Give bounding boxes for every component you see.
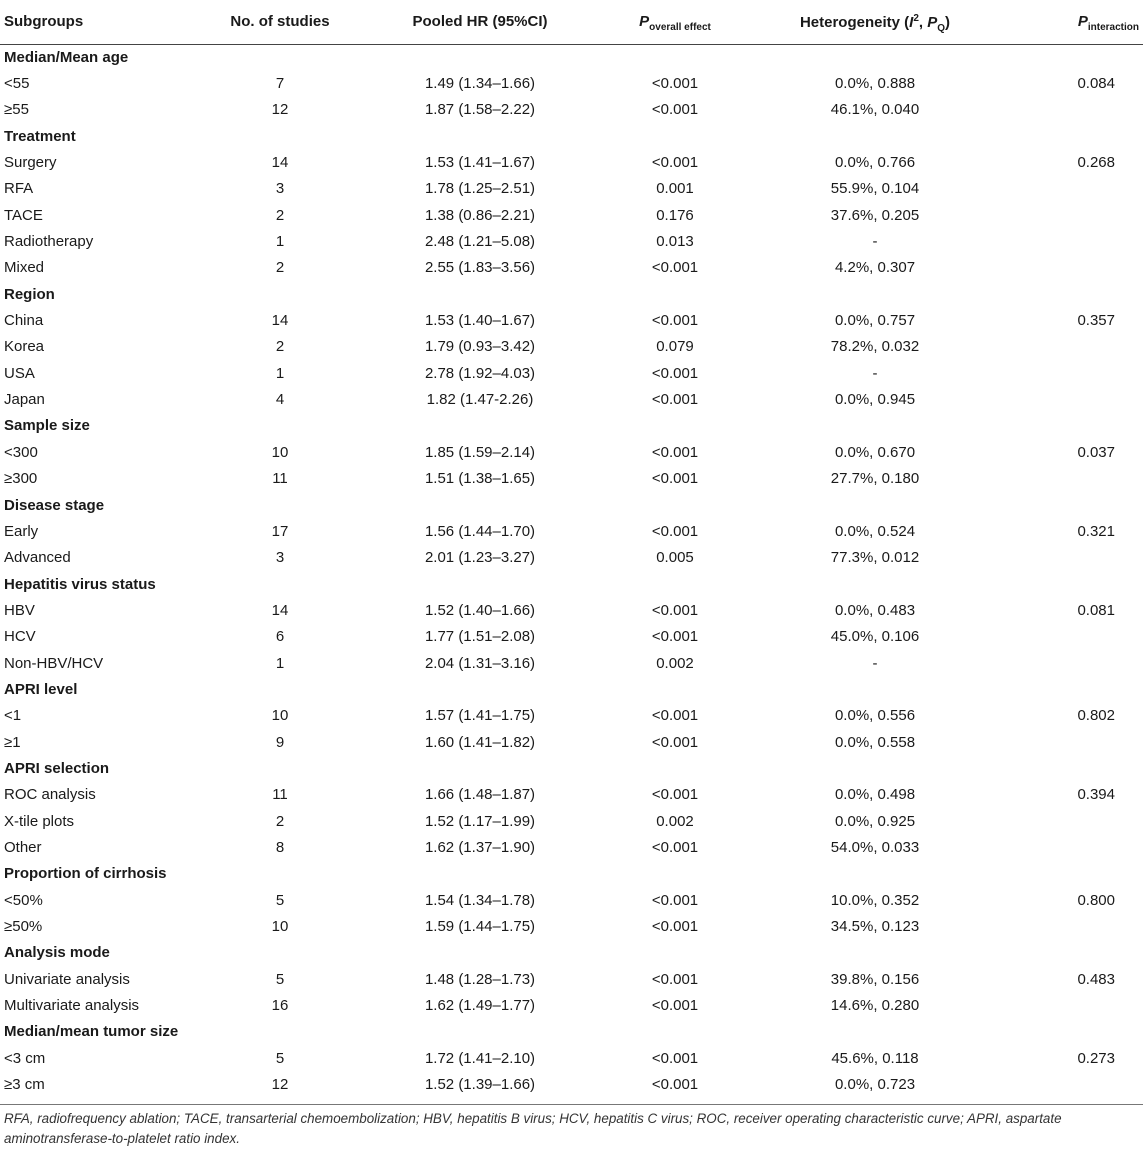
p-interaction-cell [1005,1071,1143,1097]
p-overall-cell: <0.001 [651,1076,699,1094]
pooled-hr-cell: 1.51 (1.38–1.65) [424,470,536,488]
group-header-row [0,676,1143,702]
heterogeneity-cell: 34.5%, 0.123 [830,918,920,936]
subgroup-cell: <3 cm [4,1049,46,1067]
table-row [0,334,1143,360]
studies-cell: 11 [272,786,288,804]
heterogeneity-cell: 46.1%, 0.040 [830,101,920,119]
studies-cell: 2 [275,338,285,356]
studies-cell: 6 [275,628,285,646]
subgroup-cell: Surgery [4,154,57,172]
p-overall-cell: 0.013 [656,233,694,251]
p-interaction-cell [1005,255,1143,281]
pooled-hr-cell: 1.60 (1.41–1.82) [424,733,536,751]
p-interaction-cell [1005,360,1143,386]
studies-cell: 14 [271,312,289,330]
heterogeneity-cell: 37.6%, 0.205 [830,206,920,224]
group-label: Proportion of cirrhosis [4,865,167,883]
table-row [0,439,1143,465]
group-header-row [0,861,1143,887]
p-interaction-cell: 0.394 [1077,786,1115,804]
p-interaction-cell [1005,228,1143,254]
subgroup-cell: ≥3 cm [4,1076,45,1094]
p-overall-cell: <0.001 [651,997,699,1015]
pooled-hr-cell: 1.87 (1.58–2.22) [424,101,536,119]
group-label: Median/Mean age [4,48,129,66]
p-overall-cell: 0.002 [656,654,694,672]
subgroup-cell: Univariate analysis [4,970,130,988]
heterogeneity-cell: 0.0%, 0.925 [834,812,916,830]
table-header [0,0,1143,44]
table-row [0,97,1143,123]
p-interaction-cell [1005,466,1143,492]
table-row [0,1071,1143,1097]
p-interaction-cell [1005,545,1143,571]
table-row [0,545,1143,571]
heterogeneity-cell: 55.9%, 0.104 [830,180,920,198]
header-het-sub: Q [937,23,946,34]
pooled-hr-cell: 1.85 (1.59–2.14) [424,443,536,461]
p-interaction-cell [1005,650,1143,676]
studies-cell: 12 [271,101,289,119]
heterogeneity-cell: 39.8%, 0.156 [830,970,920,988]
header-heterogeneity [745,0,1005,44]
subgroup-cell: Non-HBV/HCV [4,654,104,672]
heterogeneity-cell: 14.6%, 0.280 [830,997,920,1015]
group-label: Treatment [4,127,76,145]
group-header-row [0,1019,1143,1045]
heterogeneity-cell: 0.0%, 0.483 [834,601,916,619]
studies-cell: 10 [271,918,289,936]
heterogeneity-cell: 0.0%, 0.757 [834,312,916,330]
pooled-hr-cell: 1.82 (1.47-2.26) [426,391,534,409]
studies-cell: 3 [275,180,285,198]
heterogeneity-cell: 0.0%, 0.498 [834,786,916,804]
heterogeneity-cell: 0.0%, 0.556 [834,707,916,725]
pooled-hr-cell: 1.52 (1.17–1.99) [424,812,536,830]
studies-cell: 5 [275,1049,285,1067]
pooled-hr-cell: 1.56 (1.44–1.70) [424,522,536,540]
p-interaction-cell [1005,176,1143,202]
p-interaction-cell: 0.268 [1077,154,1115,172]
table-row [0,834,1143,860]
pooled-hr-cell: 2.01 (1.23–3.27) [424,549,536,567]
p-interaction-cell [1005,202,1143,228]
heterogeneity-cell: 0.0%, 0.723 [834,1076,916,1094]
subgroup-cell: Other [4,838,42,856]
studies-cell: 11 [272,470,288,488]
subgroup-cell: ≥1 [4,733,21,751]
pooled-hr-cell: 1.54 (1.34–1.78) [424,891,536,909]
pooled-hr-cell: 1.53 (1.40–1.67) [424,312,536,330]
pooled-hr-cell: 1.62 (1.49–1.77) [424,997,536,1015]
subgroup-cell: Multivariate analysis [4,997,140,1015]
studies-cell: 4 [275,391,285,409]
group-header-row [0,44,1143,70]
p-overall-cell: <0.001 [651,733,699,751]
p-interaction-cell [1005,913,1143,939]
pooled-hr-cell: 2.48 (1.21–5.08) [424,233,536,251]
p-overall-cell: <0.001 [651,101,699,119]
subgroup-cell: ≥300 [4,470,38,488]
table-row [0,782,1143,808]
table-footnote: RFA, radiofrequency ablation; TACE, transarterial chemoembolization; HBV, hepatitis B virus; HCV, hepatitis C virus; ROC, receiver operating characteristic curve; APRI, aspartate aminotransferase-to-platelet ratio index. [4,1110,1062,1146]
heterogeneity-cell: 0.0%, 0.524 [834,522,916,540]
p-overall-cell: <0.001 [651,707,699,725]
pooled-hr-cell: 1.79 (0.93–3.42) [424,338,536,356]
studies-cell: 5 [275,891,285,909]
studies-cell: 1 [275,654,285,672]
studies-cell: 2 [275,259,285,277]
header-p-interaction-main: P [1077,13,1088,30]
studies-cell: 7 [275,75,285,93]
p-interaction-cell: 0.800 [1077,891,1115,909]
pooled-hr-cell: 1.72 (1.41–2.10) [424,1049,536,1067]
p-overall-cell: <0.001 [651,522,699,540]
p-interaction-cell: 0.357 [1077,312,1115,330]
subgroup-cell: HCV [4,628,36,646]
p-overall-cell: <0.001 [651,838,699,856]
table-row [0,887,1143,913]
subgroup-cell: RFA [4,180,34,198]
p-interaction-cell [1005,334,1143,360]
p-interaction-cell: 0.037 [1077,443,1115,461]
heterogeneity-cell: 4.2%, 0.307 [834,259,916,277]
subgroup-cell: X-tile plots [4,812,75,830]
heterogeneity-cell: - [872,654,878,672]
subgroup-cell: Radiotherapy [4,233,94,251]
p-overall-cell: <0.001 [651,970,699,988]
p-overall-cell: <0.001 [651,154,699,172]
p-overall-cell: <0.001 [651,918,699,936]
table-row [0,597,1143,623]
header-p-interaction-sub: interaction [1087,22,1139,33]
subgroup-cell: <300 [4,443,38,461]
p-overall-cell: 0.005 [656,549,694,567]
studies-cell: 9 [275,733,285,751]
p-interaction-cell [1005,834,1143,860]
subgroup-cell: <50% [4,891,43,909]
p-overall-cell: 0.002 [656,812,694,830]
group-header-row [0,413,1143,439]
studies-cell: 10 [271,707,289,725]
pooled-hr-cell: 1.49 (1.34–1.66) [424,75,536,93]
p-interaction-cell [1005,808,1143,834]
pooled-hr-cell: 1.78 (1.25–2.51) [424,180,536,198]
header-subgroups: Subgroups [0,0,205,44]
table-row [0,518,1143,544]
p-overall-cell: <0.001 [651,259,699,277]
group-header-row [0,940,1143,966]
group-header-row [0,755,1143,781]
studies-cell: 3 [275,549,285,567]
heterogeneity-cell: 54.0%, 0.033 [830,838,920,856]
group-header-row [0,123,1143,149]
pooled-hr-cell: 1.53 (1.41–1.67) [424,154,536,172]
subgroup-cell: Japan [4,391,45,409]
pooled-hr-cell: 1.52 (1.40–1.66) [424,601,536,619]
table-row [0,360,1143,386]
p-interaction-cell [1005,97,1143,123]
table-row [0,386,1143,412]
group-header-row [0,571,1143,597]
p-overall-cell: <0.001 [651,443,699,461]
studies-cell: 12 [271,1076,289,1094]
pooled-hr-cell: 1.52 (1.39–1.66) [424,1076,536,1094]
header-p-overall-sub: overall effect [649,22,711,33]
subgroup-cell: USA [4,364,35,382]
pooled-hr-cell: 2.78 (1.92–4.03) [424,364,536,382]
group-label: APRI level [4,680,78,698]
table-body [0,44,1143,1098]
table-row [0,1045,1143,1071]
group-header-row [0,492,1143,518]
heterogeneity-cell: 0.0%, 0.945 [834,391,916,409]
subgroup-cell: China [4,312,44,330]
header-het-pre: Heterogeneity ( [799,14,910,31]
p-overall-cell: <0.001 [651,786,699,804]
p-overall-cell: <0.001 [651,364,699,382]
heterogeneity-cell: 78.2%, 0.032 [830,338,920,356]
heterogeneity-cell: 0.0%, 0.766 [834,154,916,172]
pooled-hr-cell: 1.38 (0.86–2.21) [424,206,536,224]
p-overall-cell: <0.001 [651,628,699,646]
heterogeneity-cell: - [872,364,878,382]
table-row [0,703,1143,729]
p-overall-cell: 0.001 [656,180,694,198]
p-interaction-cell [1005,386,1143,412]
subgroup-cell: TACE [4,206,43,224]
header-het-mid: , [918,14,928,31]
header-p-overall [605,0,745,44]
subgroup-cell: Early [4,522,39,540]
pooled-hr-cell: 1.62 (1.37–1.90) [424,838,536,856]
studies-cell: 14 [271,601,289,619]
header-het-sup: 2 [913,13,919,24]
studies-cell: 16 [271,997,289,1015]
studies-cell: 8 [275,838,285,856]
p-overall-cell: <0.001 [651,391,699,409]
heterogeneity-cell: 27.7%, 0.180 [830,470,920,488]
subgroup-cell: Korea [4,338,45,356]
group-label: Hepatitis virus status [4,575,156,593]
header-p-overall-main: P [639,13,650,30]
heterogeneity-cell: 0.0%, 0.558 [834,733,916,751]
heterogeneity-cell: 45.6%, 0.118 [831,1049,919,1067]
studies-cell: 2 [275,812,285,830]
p-interaction-cell [1005,729,1143,755]
studies-cell: 14 [271,154,289,172]
header-het-p: P [927,14,938,31]
heterogeneity-cell: 0.0%, 0.670 [834,443,916,461]
header-row [0,0,1143,44]
group-label: APRI selection [4,759,110,777]
group-label: Sample size [4,417,90,435]
table-row [0,149,1143,175]
pooled-hr-cell: 2.04 (1.31–3.16) [424,654,536,672]
subgroup-cell: <55 [4,75,30,93]
p-interaction-cell: 0.084 [1077,75,1115,93]
p-overall-cell: <0.001 [651,891,699,909]
heterogeneity-cell: 45.0%, 0.106 [830,628,920,646]
p-overall-cell: <0.001 [651,1049,699,1067]
heterogeneity-cell: 77.3%, 0.012 [830,549,920,567]
table-row [0,624,1143,650]
table-row [0,466,1143,492]
pooled-hr-cell: 1.77 (1.51–2.08) [424,628,536,646]
heterogeneity-cell: 0.0%, 0.888 [834,75,916,93]
group-label: Analysis mode [4,944,110,962]
table-row [0,176,1143,202]
subgroup-cell: ≥55 [4,101,29,119]
heterogeneity-cell: - [872,233,878,251]
p-overall-cell: 0.176 [656,206,694,224]
studies-cell: 2 [275,206,285,224]
group-label: Median/mean tumor size [4,1023,179,1041]
subgroup-cell: HBV [4,601,35,619]
group-header-row [0,281,1143,307]
table-row [0,228,1143,254]
table-row [0,992,1143,1018]
header-pooled-hr: Pooled HR (95%CI) [355,0,605,44]
studies-cell: 1 [275,364,285,382]
table-row [0,729,1143,755]
studies-cell: 10 [271,443,289,461]
pooled-hr-cell: 1.57 (1.41–1.75) [424,707,536,725]
p-interaction-cell: 0.321 [1077,522,1115,540]
pooled-hr-cell: 1.66 (1.48–1.87) [424,786,536,804]
p-overall-cell: <0.001 [651,75,699,93]
subgroup-cell: Mixed [4,259,45,277]
heterogeneity-cell: 10.0%, 0.352 [830,891,920,909]
header-het-i: I [909,14,914,31]
header-studies: No. of studies [205,0,355,44]
pooled-hr-cell: 1.59 (1.44–1.75) [424,918,536,936]
studies-cell: 1 [275,233,285,251]
p-interaction-cell [1005,992,1143,1018]
subgroup-cell: <1 [4,707,22,725]
studies-cell: 17 [271,522,289,540]
p-overall-cell: 0.079 [656,338,694,356]
header-het-post: ) [945,14,951,31]
p-overall-cell: <0.001 [651,601,699,619]
subgroup-cell: Advanced [4,549,71,567]
p-interaction-cell: 0.273 [1077,1049,1115,1067]
table-row [0,202,1143,228]
p-interaction-cell: 0.081 [1077,601,1115,619]
table-row [0,307,1143,333]
p-interaction-cell [1005,624,1143,650]
p-overall-cell: <0.001 [651,312,699,330]
table-row [0,70,1143,96]
group-label: Region [4,285,55,303]
table-row [0,650,1143,676]
table-row [0,966,1143,992]
p-overall-cell: <0.001 [651,470,699,488]
subgroup-cell: ≥50% [4,918,43,936]
p-interaction-cell: 0.802 [1077,707,1115,725]
subgroup-cell: ROC analysis [4,786,96,804]
table-row [0,808,1143,834]
p-interaction-cell: 0.483 [1077,970,1115,988]
table-row [0,255,1143,281]
pooled-hr-cell: 1.48 (1.28–1.73) [424,970,536,988]
studies-cell: 5 [275,970,285,988]
header-p-interaction [1005,0,1143,44]
pooled-hr-cell: 2.55 (1.83–3.56) [424,259,536,277]
group-label: Disease stage [4,496,105,514]
table-row [0,913,1143,939]
